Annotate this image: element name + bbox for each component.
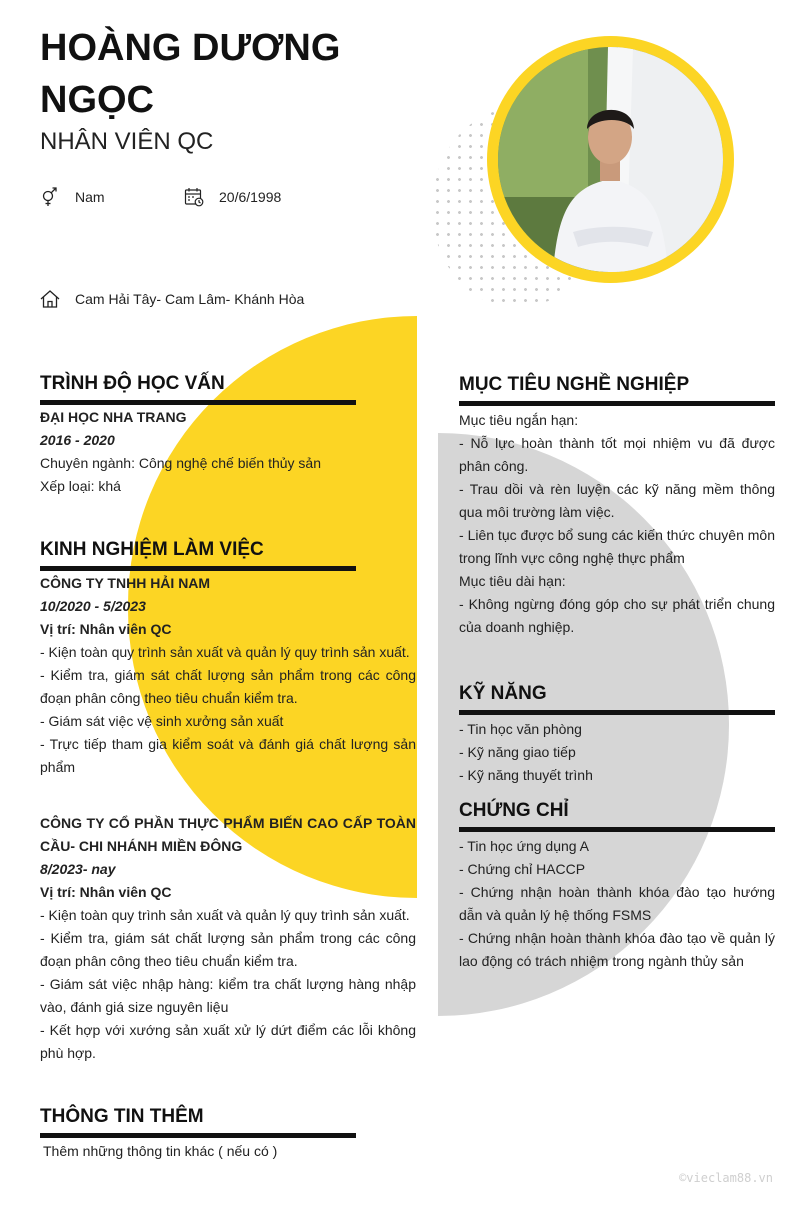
- extra-section: [40, 1106, 356, 1138]
- skill-item: - Tin học văn phòng: [459, 721, 582, 737]
- calendar-icon: [184, 187, 204, 207]
- skills-list: [459, 718, 775, 787]
- address-value: Cam Hải Tây- Cam Lâm- Khánh Hòa: [75, 291, 305, 307]
- section-title-education: TRÌNH ĐỘ HỌC VẤN: [40, 373, 356, 405]
- profile-photo-frame: [487, 36, 734, 283]
- school-name: ĐẠI HỌC NHA TRANG: [40, 409, 187, 425]
- job-duty: - Kiện toàn quy trình sản xuất và quản lý quy trình sản xuất.: [40, 644, 410, 660]
- certificate-item: - Chứng chỉ HACCP: [459, 861, 586, 877]
- section-title-objective: MỤC TIÊU NGHỀ NGHIỆP: [459, 374, 775, 406]
- objective-line: - Trau dồi và rèn luyện các kỹ năng mềm thông qua môi trường làm việc.: [459, 481, 775, 520]
- job-duty: - Kiện toàn quy trình sản xuất và quản lý quy trình sản xuất.: [40, 907, 410, 923]
- experience-section: [40, 539, 356, 571]
- objective-line: Mục tiêu dài hạn:: [459, 573, 566, 589]
- job-duty: - Giám sát việc vệ sinh xưởng sản xuất: [40, 713, 284, 729]
- job-duty: - Trực tiếp tham gia kiểm soát và đánh giá chất lượng sản phẩm: [40, 736, 416, 775]
- watermark: ©vieclam88.vn: [679, 1171, 773, 1185]
- company-name: CÔNG TY TNHH HẢI NAM: [40, 575, 211, 591]
- certificates-section: [459, 800, 775, 832]
- job-duty: - Kiểm tra, giám sát chất lượng sản phẩm trong các công đoạn phân công theo tiêu chuẩn kiểm tra.: [40, 667, 416, 706]
- extra-text: Thêm những thông tin khác ( nếu có ): [43, 1143, 278, 1159]
- certificate-item: - Chứng nhận hoàn thành khóa đào tạo hướng dẫn và quản lý hệ thống FSMS: [459, 884, 775, 923]
- job-position: Vị trí: Nhân viên QC: [40, 884, 172, 900]
- section-title-extra: THÔNG TIN THÊM: [40, 1106, 356, 1138]
- gender-row: [40, 187, 105, 207]
- company-name: CÔNG TY CỔ PHẦN THỰC PHẨM BIẾN CAO CẤP TOÀN CẦU- CHI NHÁNH MIỀN ĐÔNG: [40, 815, 416, 854]
- certificate-item: - Tin học ứng dụng A: [459, 838, 590, 854]
- education-rank: Xếp loại: khá: [40, 478, 121, 494]
- objective-line: - Nỗ lực hoàn thành tốt mọi nhiệm vu đã được phân công.: [459, 435, 775, 474]
- skills-section: [459, 683, 775, 715]
- skill-item: - Kỹ năng thuyết trình: [459, 767, 593, 783]
- objective-body: [459, 409, 775, 639]
- job-title: NHÂN VIÊN QC: [40, 128, 214, 155]
- birthdate-row: [184, 187, 281, 207]
- birthdate-value: 20/6/1998: [219, 189, 282, 205]
- education-period: 2016 - 2020: [40, 432, 115, 448]
- job-duty: - Kiểm tra, giám sát chất lượng sản phẩm trong các công đoạn phân công theo tiêu chuẩn kiểm tra.: [40, 930, 416, 969]
- job-period: 8/2023- nay: [40, 861, 116, 877]
- section-title-skills: KỸ NĂNG: [459, 683, 775, 715]
- job-entry: [40, 572, 416, 779]
- objective-line: - Không ngừng đóng góp cho sự phát triển chung của doanh nghiệp.: [459, 596, 775, 635]
- objective-section: [459, 374, 775, 406]
- job-period: 10/2020 - 5/2023: [40, 598, 146, 614]
- job-position: Vị trí: Nhân viên QC: [40, 621, 172, 637]
- gender-icon: [40, 187, 60, 207]
- education-major: Chuyên ngành: Công nghệ chế biến thủy sản: [40, 455, 321, 471]
- address-row: [40, 289, 304, 309]
- section-title-experience: KINH NGHIỆM LÀM VIỆC: [40, 539, 356, 571]
- job-duty: - Giám sát việc nhập hàng: kiểm tra chất lượng hàng nhập vào, đánh giá size nguyên liệu: [40, 976, 416, 1015]
- job-entry: [40, 812, 416, 1065]
- home-icon: [40, 289, 60, 309]
- certificate-item: - Chứng nhận hoàn thành khóa đào tạo về quản lý lao động có trách nhiệm trong ngành thủy sản: [459, 930, 775, 969]
- education-body: [40, 406, 416, 498]
- job-duty: - Kết hợp với xướng sản xuất xử lý dứt điểm các lỗi không phù hợp.: [40, 1022, 416, 1061]
- skill-item: - Kỹ năng giao tiếp: [459, 744, 576, 760]
- section-title-certificates: CHỨNG CHỈ: [459, 800, 775, 832]
- certificates-list: [459, 835, 775, 973]
- objective-line: Mục tiêu ngắn hạn:: [459, 412, 579, 428]
- objective-line: - Liên tục được bổ sung các kiến thức chuyên môn trong lĩnh vực công nghệ thực phẩm: [459, 527, 775, 566]
- gender-value: Nam: [75, 189, 105, 205]
- profile-photo: [498, 47, 723, 272]
- education-section: [40, 373, 356, 405]
- candidate-name: HOÀNG DƯƠNG NGỌC: [40, 27, 341, 121]
